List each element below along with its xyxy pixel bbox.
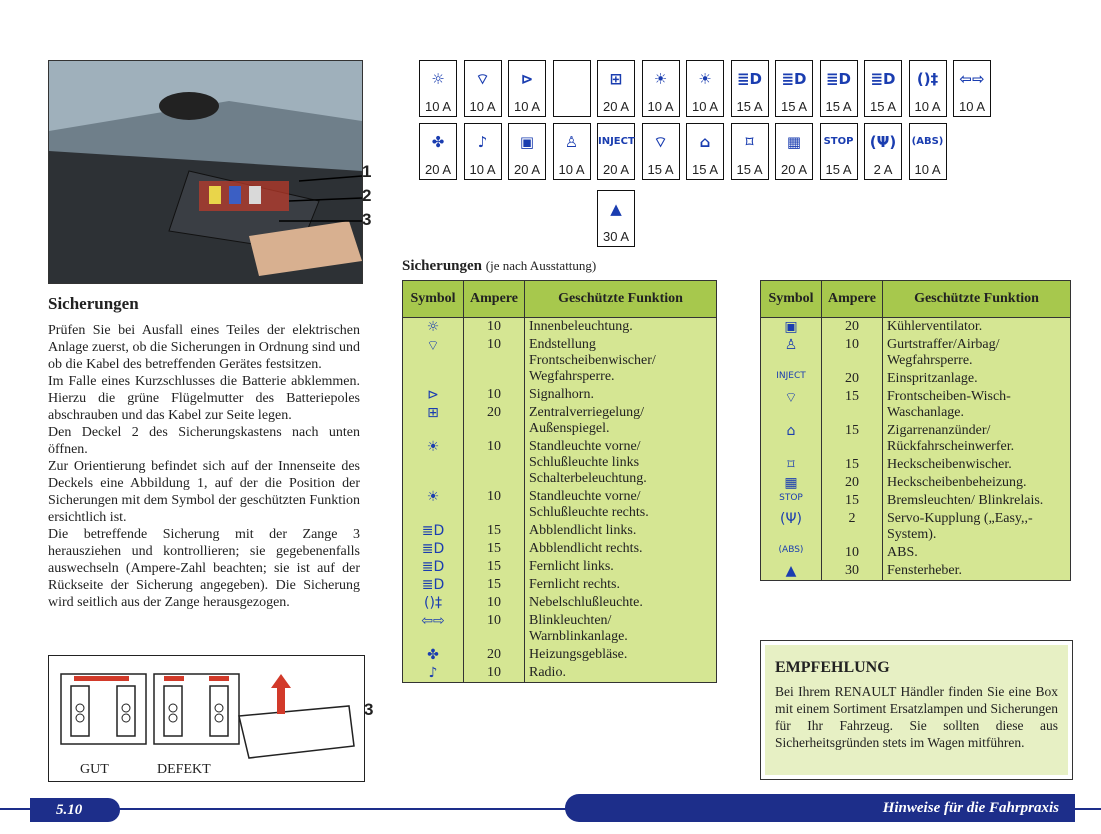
fuse-symbol-icon: ▦ xyxy=(786,133,802,151)
fuse-amperage: 30 A xyxy=(602,229,630,244)
callout-3: 3 xyxy=(362,210,372,229)
fuse-amperage: 10 A xyxy=(424,99,452,114)
fuse-symbol-icon: ⊳ xyxy=(520,70,534,88)
fuse-symbol-icon: ≣D xyxy=(825,70,852,88)
body-paragraph: Den Deckel 2 des Sicherungskastens nach unten öffnen. xyxy=(48,425,360,457)
recommendation-text: Bei Ihrem RENAULT Händler finden Sie eine Box mit einem Sortiment Ersatzlampen und Sicherungen für Ihr Fahrzeug. Sie sollten diese aus Sicherheitsgründen stets im Wagen mitführen. xyxy=(775,684,1058,750)
fuse-ampere: 10 xyxy=(464,594,525,612)
fuse-ampere: 20 xyxy=(822,318,883,337)
fuse-slot xyxy=(553,123,591,180)
col-ampere: Ampere xyxy=(822,281,883,318)
fuse-function: Kühlerventilator. xyxy=(883,318,1071,337)
fuse-amperage: 20 A xyxy=(780,162,808,177)
fuse-symbol-icon: ▦ xyxy=(761,474,822,492)
fuse-function: ABS. xyxy=(883,544,1071,562)
col-symbol: Symbol xyxy=(403,281,464,318)
fuse-ampere: 10 xyxy=(464,386,525,404)
fuse-symbol-icon: INJECT xyxy=(761,370,822,388)
col-funktion: Geschützte Funktion xyxy=(525,281,717,318)
page-number: 5.10 xyxy=(30,798,120,822)
fuse-function: Zigarrenanzünder/ Rückfahrscheinwerfer. xyxy=(883,422,1071,456)
fuse-amperage: 10 A xyxy=(691,99,719,114)
table-row xyxy=(761,422,1071,456)
fuse-function: Nebelschlußleuchte. xyxy=(525,594,717,612)
fuse-symbol-icon: ⌔ xyxy=(761,388,822,422)
fuse-symbol-icon: ⌂ xyxy=(761,422,822,456)
fuse-ampere: 15 xyxy=(464,576,525,594)
fuse-slot xyxy=(731,60,769,117)
fuse-function: Heckscheibenbeheizung. xyxy=(883,474,1071,492)
fuse-symbol-icon: ⌑ xyxy=(761,456,822,474)
fuse-symbol-icon: ✤ xyxy=(431,133,445,151)
fuse-slot xyxy=(953,60,991,117)
fuse-amperage: 10 A xyxy=(469,99,496,114)
fuse-symbol-icon: ≣D xyxy=(781,70,807,88)
body-paragraph: Prüfen Sie bei Ausfall eines Teiles der elektrischen Anlage zuerst, ob die Sicherungen in Ordnung sind und ob die Kabel des betreffenden Gerätes festsitzen. xyxy=(48,323,360,372)
fuse-ampere: 30 xyxy=(822,562,883,580)
fuse-ampere: 20 xyxy=(464,646,525,664)
fuse-amperage: 10 A xyxy=(914,162,941,177)
fuse-slot xyxy=(909,60,947,117)
table-row xyxy=(403,558,717,576)
fuse-function: Blinkleuchten/ Warnblinkanlage. xyxy=(525,612,717,646)
fuse-amperage: 15 A xyxy=(691,162,719,177)
fuse-slot xyxy=(508,123,546,180)
fuse-function: Standleuchte vorne/ Schlußleuchte rechts. xyxy=(525,488,717,522)
callout-1: 1 xyxy=(362,162,372,181)
fuse-symbol-icon: INJECT xyxy=(598,136,635,147)
fuse-ampere: 10 xyxy=(464,336,525,386)
table-row xyxy=(761,562,1071,580)
body-paragraph: Zur Orientierung befindet sich auf der Innenseite des Deckels eine Abbildung 1, auf der die Position der Sicherungen mit dem Symbol der geschützten Funktion ersichtlich ist. xyxy=(48,459,360,525)
table-row xyxy=(403,576,717,594)
fuse-symbol-icon: ⌔ xyxy=(475,70,490,88)
fuse-amperage: 10 A xyxy=(914,99,941,114)
table-row xyxy=(761,370,1071,388)
fuse-function: Standleuchte vorne/ Schlußleuchte links Schalterbeleuchtung. xyxy=(525,438,717,488)
fuse-function: Endstellung Frontscheibenwischer/ Wegfahrsperre. xyxy=(525,336,717,386)
fuse-ampere: 10 xyxy=(464,664,525,682)
section-title: Sicherungen xyxy=(48,294,139,313)
fuse-slot xyxy=(820,123,858,180)
fuse-slot xyxy=(864,60,902,117)
fuse-amperage: 15 A xyxy=(736,162,763,177)
table-row xyxy=(403,664,717,682)
fuse-function: Fernlicht rechts. xyxy=(525,576,717,594)
fuse-symbol-icon: (ABS) xyxy=(911,136,944,147)
fuse-amperage: 10 A xyxy=(647,99,674,114)
fuse-symbol-icon: ≣D xyxy=(870,70,896,88)
table-row xyxy=(403,488,717,522)
fuse-symbol-icon: ▣ xyxy=(761,318,822,337)
fuse-amperage: 15 A xyxy=(780,99,808,114)
fuse-amperage: 10 A xyxy=(469,162,496,177)
fuse-slot xyxy=(597,190,635,247)
fuse-ampere: 15 xyxy=(464,558,525,576)
fuse-symbol-icon: ♪ xyxy=(403,664,464,682)
fuse-ampere: 15 xyxy=(464,540,525,558)
fuse-function: Heckscheibenwischer. xyxy=(883,456,1071,474)
fuse-slot xyxy=(731,123,769,180)
table-row xyxy=(761,474,1071,492)
fuse-ampere: 15 xyxy=(464,522,525,540)
fuse-function: Radio. xyxy=(525,664,717,682)
col-symbol: Symbol xyxy=(761,281,822,318)
col-ampere: Ampere xyxy=(464,281,525,318)
body-text xyxy=(48,322,360,611)
fuse-symbol-icon: ☼ xyxy=(431,70,445,88)
fuse-slot xyxy=(419,60,457,117)
fuse-function: Bremsleuchten/ Blinkrelais. xyxy=(883,492,1071,510)
fuse-symbol-icon: ()‡ xyxy=(916,70,939,88)
fuse-slot xyxy=(775,60,813,117)
fuse-amperage: 15 A xyxy=(647,162,674,177)
fuse-slot xyxy=(909,123,947,180)
recommendation-title: EMPFEHLUNG xyxy=(775,659,890,676)
table-row xyxy=(403,438,717,488)
fuse-symbol-icon: ♙ xyxy=(564,133,579,151)
fuse-amperage: 15 A xyxy=(869,99,897,114)
fuse-symbol-icon: ⊳ xyxy=(403,386,464,404)
fuse-symbol-icon: ✤ xyxy=(403,646,464,664)
fuse-symbol-icon: ≣D xyxy=(403,558,464,576)
fuse-function: Abblendlicht rechts. xyxy=(525,540,717,558)
fuse-symbol-icon: ▣ xyxy=(519,133,535,151)
fuse-slot xyxy=(642,123,680,180)
fuse-symbol-icon: ☼ xyxy=(403,318,464,337)
fuse-symbol-icon: ≣D xyxy=(403,540,464,558)
fuse-ampere: 15 xyxy=(822,492,883,510)
table-title xyxy=(402,258,596,275)
fuse-slot xyxy=(508,60,546,117)
body-paragraph: Im Falle eines Kurzschlusses die Batterie abklemmen. Hierzu die grüne Flügelmutter des Batteriepoles abschrauben und das Kabel zur Seite legen. xyxy=(48,374,360,423)
fuse-ampere: 10 xyxy=(464,438,525,488)
table-row xyxy=(403,336,717,386)
fuse-slot xyxy=(864,123,902,180)
col-funktion: Geschützte Funktion xyxy=(883,281,1071,318)
table-row xyxy=(403,386,717,404)
table-title-main: Sicherungen xyxy=(402,258,483,274)
fuse-symbol-icon: ⊞ xyxy=(609,70,623,88)
fuse-function: Zentralverriegelung/ Außenspiegel. xyxy=(525,404,717,438)
fuse-symbol-icon: ▲ xyxy=(610,200,622,218)
fuse-function: Servo-Kupplung („Easy,,-System). xyxy=(883,510,1071,544)
chapter-title: Hinweise für die Fahrpraxis xyxy=(565,794,1075,822)
fuse-ampere: 10 xyxy=(822,544,883,562)
fuse-symbol-icon: (Ψ) xyxy=(761,510,822,544)
table-row xyxy=(761,492,1071,510)
fuse-ampere: 2 xyxy=(822,510,883,544)
photo-callouts xyxy=(362,160,382,232)
fuse-ampere: 10 xyxy=(464,612,525,646)
label-defekt: DEFEKT xyxy=(157,762,211,777)
fuse-function: Signalhorn. xyxy=(525,386,717,404)
fuse-symbol-icon: ⇦⇨ xyxy=(403,612,464,646)
fuse-box-photo xyxy=(48,60,363,284)
table-row xyxy=(761,544,1071,562)
table-row xyxy=(761,336,1071,370)
fuse-symbol-icon: ▲ xyxy=(761,562,822,580)
fuse-ampere: 20 xyxy=(822,370,883,388)
fuse-table-right xyxy=(760,280,1071,581)
table-row xyxy=(761,388,1071,422)
fuse-ampere: 15 xyxy=(822,388,883,422)
fuse-slot xyxy=(597,60,635,117)
fuse-slot xyxy=(686,123,724,180)
table-row xyxy=(403,612,717,646)
fuse-function: Heizungsgebläse. xyxy=(525,646,717,664)
fuse-ampere: 10 xyxy=(464,318,525,337)
fuse-function: Fernlicht links. xyxy=(525,558,717,576)
recommendation-box xyxy=(760,640,1073,780)
fuse-function: Fensterheber. xyxy=(883,562,1071,580)
fuse-symbol-icon: ☀ xyxy=(653,70,668,88)
diagram-callout-3: 3 xyxy=(364,700,374,719)
fuse-symbol-icon: ⌔ xyxy=(653,133,668,151)
fuse-symbol-icon: ⊞ xyxy=(403,404,464,438)
table-row xyxy=(403,522,717,540)
fuse-slot xyxy=(419,123,457,180)
table-row xyxy=(403,646,717,664)
table-row xyxy=(403,540,717,558)
fuse-ampere: 15 xyxy=(822,456,883,474)
fuse-slot xyxy=(686,60,724,117)
fuse-ampere: 10 xyxy=(822,336,883,370)
fuse-amperage: 15 A xyxy=(825,99,852,114)
fuse-amperage: 20 A xyxy=(424,162,452,177)
fuse-amperage: 2 A xyxy=(873,162,893,177)
table-row xyxy=(761,510,1071,544)
fuse-slot xyxy=(597,123,635,180)
fuse-amperage: 10 A xyxy=(958,99,986,114)
fuse-box-photo-drawing xyxy=(49,61,362,283)
table-row xyxy=(403,404,717,438)
fuse-symbol-icon: ≣D xyxy=(403,522,464,540)
table-row xyxy=(403,318,717,337)
fuse-amperage: 10 A xyxy=(558,162,585,177)
fuse-slot xyxy=(553,60,591,117)
table-row xyxy=(761,318,1071,337)
fuse-function: Innenbeleuchtung. xyxy=(525,318,717,337)
fuse-symbol-icon: ♙ xyxy=(761,336,822,370)
callout-2: 2 xyxy=(362,186,372,205)
fuse-ampere: 10 xyxy=(464,488,525,522)
fuse-symbol-icon: ☀ xyxy=(403,438,464,488)
fuse-symbol-icon: ≣D xyxy=(736,70,763,88)
fuse-box-layout xyxy=(419,60,1044,248)
fuse-symbol-icon: ⌔ xyxy=(403,336,464,386)
table-row xyxy=(403,594,717,612)
fuse-symbol-icon xyxy=(554,64,590,94)
fuse-slot xyxy=(642,60,680,117)
table-title-sub: (je nach Ausstattung) xyxy=(485,258,597,273)
body-paragraph: Die betreffende Sicherung mit der Zange 3 herausziehen und kontrollieren; sie gegebenenfalls auswechseln (Ampere-Zahl beachten; sie ist auf der Rückseite der Sicherung angegeben). Die Sicherung wird seitlich aus der Zange herausgezogen. xyxy=(48,527,360,610)
fuse-table-left xyxy=(402,280,717,683)
fuse-symbol-icon: STOP xyxy=(761,492,822,510)
fuse-function: Frontscheiben-Wisch-Waschanlage. xyxy=(883,388,1071,422)
fuse-symbol-icon: ⇦⇨ xyxy=(959,70,985,88)
fuse-symbol-icon: STOP xyxy=(823,136,854,147)
fuse-amperage: 15 A xyxy=(736,99,763,114)
fuse-amperage: 20 A xyxy=(602,99,630,114)
fuse-amperage: 10 A xyxy=(513,99,541,114)
fuse-symbol-icon: (ABS) xyxy=(761,544,822,562)
label-gut: GUT xyxy=(80,762,109,777)
table-row xyxy=(761,456,1071,474)
fuse-function: Einspritzanlage. xyxy=(883,370,1071,388)
fuse-slot xyxy=(464,123,502,180)
fuse-symbol-icon: ⌂ xyxy=(699,133,711,151)
fuse-symbol-icon: ☀ xyxy=(698,70,712,88)
fuse-slot xyxy=(820,60,858,117)
fuse-amperage: 20 A xyxy=(513,162,541,177)
fuse-function: Abblendlicht links. xyxy=(525,522,717,540)
fuse-ampere: 20 xyxy=(464,404,525,438)
fuse-ampere: 15 xyxy=(822,422,883,456)
fuse-amperage: 15 A xyxy=(825,162,852,177)
fuse-ampere: 20 xyxy=(822,474,883,492)
fuse-symbol-icon: (Ψ) xyxy=(869,133,897,151)
fuse-symbol-icon: ()‡ xyxy=(403,594,464,612)
fuse-amperage: 20 A xyxy=(602,162,630,177)
fuse-symbol-icon: ☀ xyxy=(403,488,464,522)
fuse-function: Gurtstraffer/Airbag/ Wegfahrsperre. xyxy=(883,336,1071,370)
fuse-slot xyxy=(464,60,502,117)
fuse-symbol-icon: ♪ xyxy=(477,133,488,151)
fuse-slot xyxy=(775,123,813,180)
fuse-symbol-icon: ≣D xyxy=(403,576,464,594)
fuse-symbol-icon: ⌑ xyxy=(745,133,754,151)
